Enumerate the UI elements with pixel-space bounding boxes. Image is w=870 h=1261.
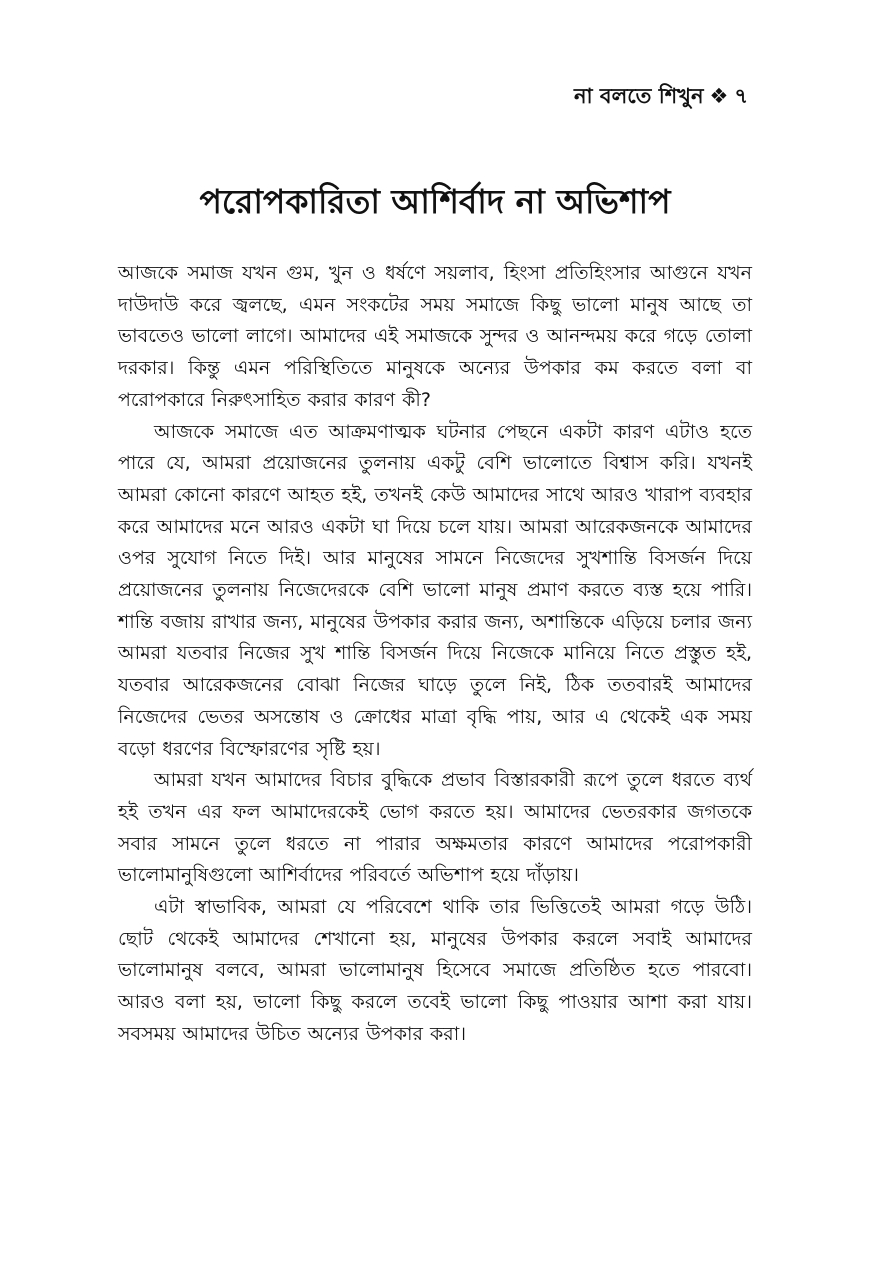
paragraph-1: আজকে সমাজ যখন গুম, খুন ও ধর্ষণে সয়লাব, হিংসা প্রতিহিংসার আগুনে যখন দাউদাউ করে জ্বলছে, এমন সংকটের সময় সমাজে কিছু ভালো মানুষ আছে তা ভাবতেও ভালো লাগে। আমাদের এই সমাজকে সুন্দর ও আনন্দময় করে গড়ে তোলা দরকার। কিন্তু এমন পরিস্থিতিতে মানুষকে অন্যের উপকার কম করতে বলা বা পরোপকারে নিরুৎসাহিত করার কারণ কী? (118, 262, 752, 411)
paragraph-4: এটা স্বাভাবিক, আমরা যে পরিবেশে থাকি তার ভিত্তিতেই আমরা গড়ে উঠি। ছোট থেকেই আমাদের শেখানো হয়, মানুষের উপকার করলে সবাই আমাদের ভালোমানুষ বলবে, আমরা ভালোমানুষ হিসেবে সমাজে প্রতিষ্ঠিত হতে পারবো। আরও বলা হয়, ভালো কিছু করলে তবেই ভালো কিছু পাওয়ার আশা করা যায়। সবসময় আমাদের উচিত অন্যের উপকার করা। (118, 896, 752, 1045)
page-number: ৭ (734, 84, 748, 108)
paragraph-3: আমরা যখন আমাদের বিচার বুদ্ধিকে প্রভাব বিস্তারকারী রূপে তুলে ধরতে ব্যর্থ হই তখন এর ফল আমাদেরকেই ভোগ করতে হয়। আমাদের ভেতরকার জগতকে সবার সামনে তুলে ধরতে না পারার অক্ষমতার কারণে আমাদের পরোপকারী ভালোমানুষিগুলো আশির্বাদের পরিবর্তে অভিশাপ হয়ে দাঁড়ায়। (118, 769, 752, 887)
book-title: না বলতে শিখুন (573, 84, 704, 108)
paragraph-2: আজকে সমাজে এত আক্রমণাত্মক ঘটনার পেছনে একটা কারণ এটাও হতে পারে যে, আমরা প্রয়োজনের তুলনায় একটু বেশি ভালোতে বিশ্বাস করি। যখনই আমরা কোনো কারণে আহত হই, তখনই কেউ আমাদের সাথে আরও খারাপ ব্যবহার করে আমাদের মনে আরও একটা ঘা দিয়ে চলে যায়। আমরা আরেকজনকে আমাদের ওপর সুযোগ নিতে দিই। আর মানুষের সামনে নিজেদের সুখশান্তি বিসর্জন দিয়ে প্রয়োজনের তুলনায় নিজেদেরকে বেশি ভালো মানুষ প্রমাণ করতে ব্যস্ত হয়ে পারি। শান্তি বজায় রাখার জন্য, মানুষের উপকার করার জন্য, অশান্তিকে এড়িয়ে চলার জন্য আমরা যতবার নিজের সুখ শান্তি বিসর্জন দিয়ে নিজেকে মানিয়ে নিতে প্রস্তুত হই, যতবার আরেকজনের বোঝা নিজের ঘাড়ে তুলে নিই, ঠিক ততবারই আমাদের নিজেদের ভেতর অসন্তোষ ও ক্রোধের মাত্রা বৃদ্ধি পায়, আর এ থেকেই এক সময় বড়ো ধরণের বিস্ফোরণের সৃষ্টি হয়। (118, 420, 752, 760)
ornament-icon: ❖ (709, 84, 729, 108)
running-header (574, 82, 748, 110)
chapter-body (118, 258, 752, 1051)
chapter-title: পরোপকারিতা আশির্বাদ না অভিশাপ (199, 182, 671, 221)
